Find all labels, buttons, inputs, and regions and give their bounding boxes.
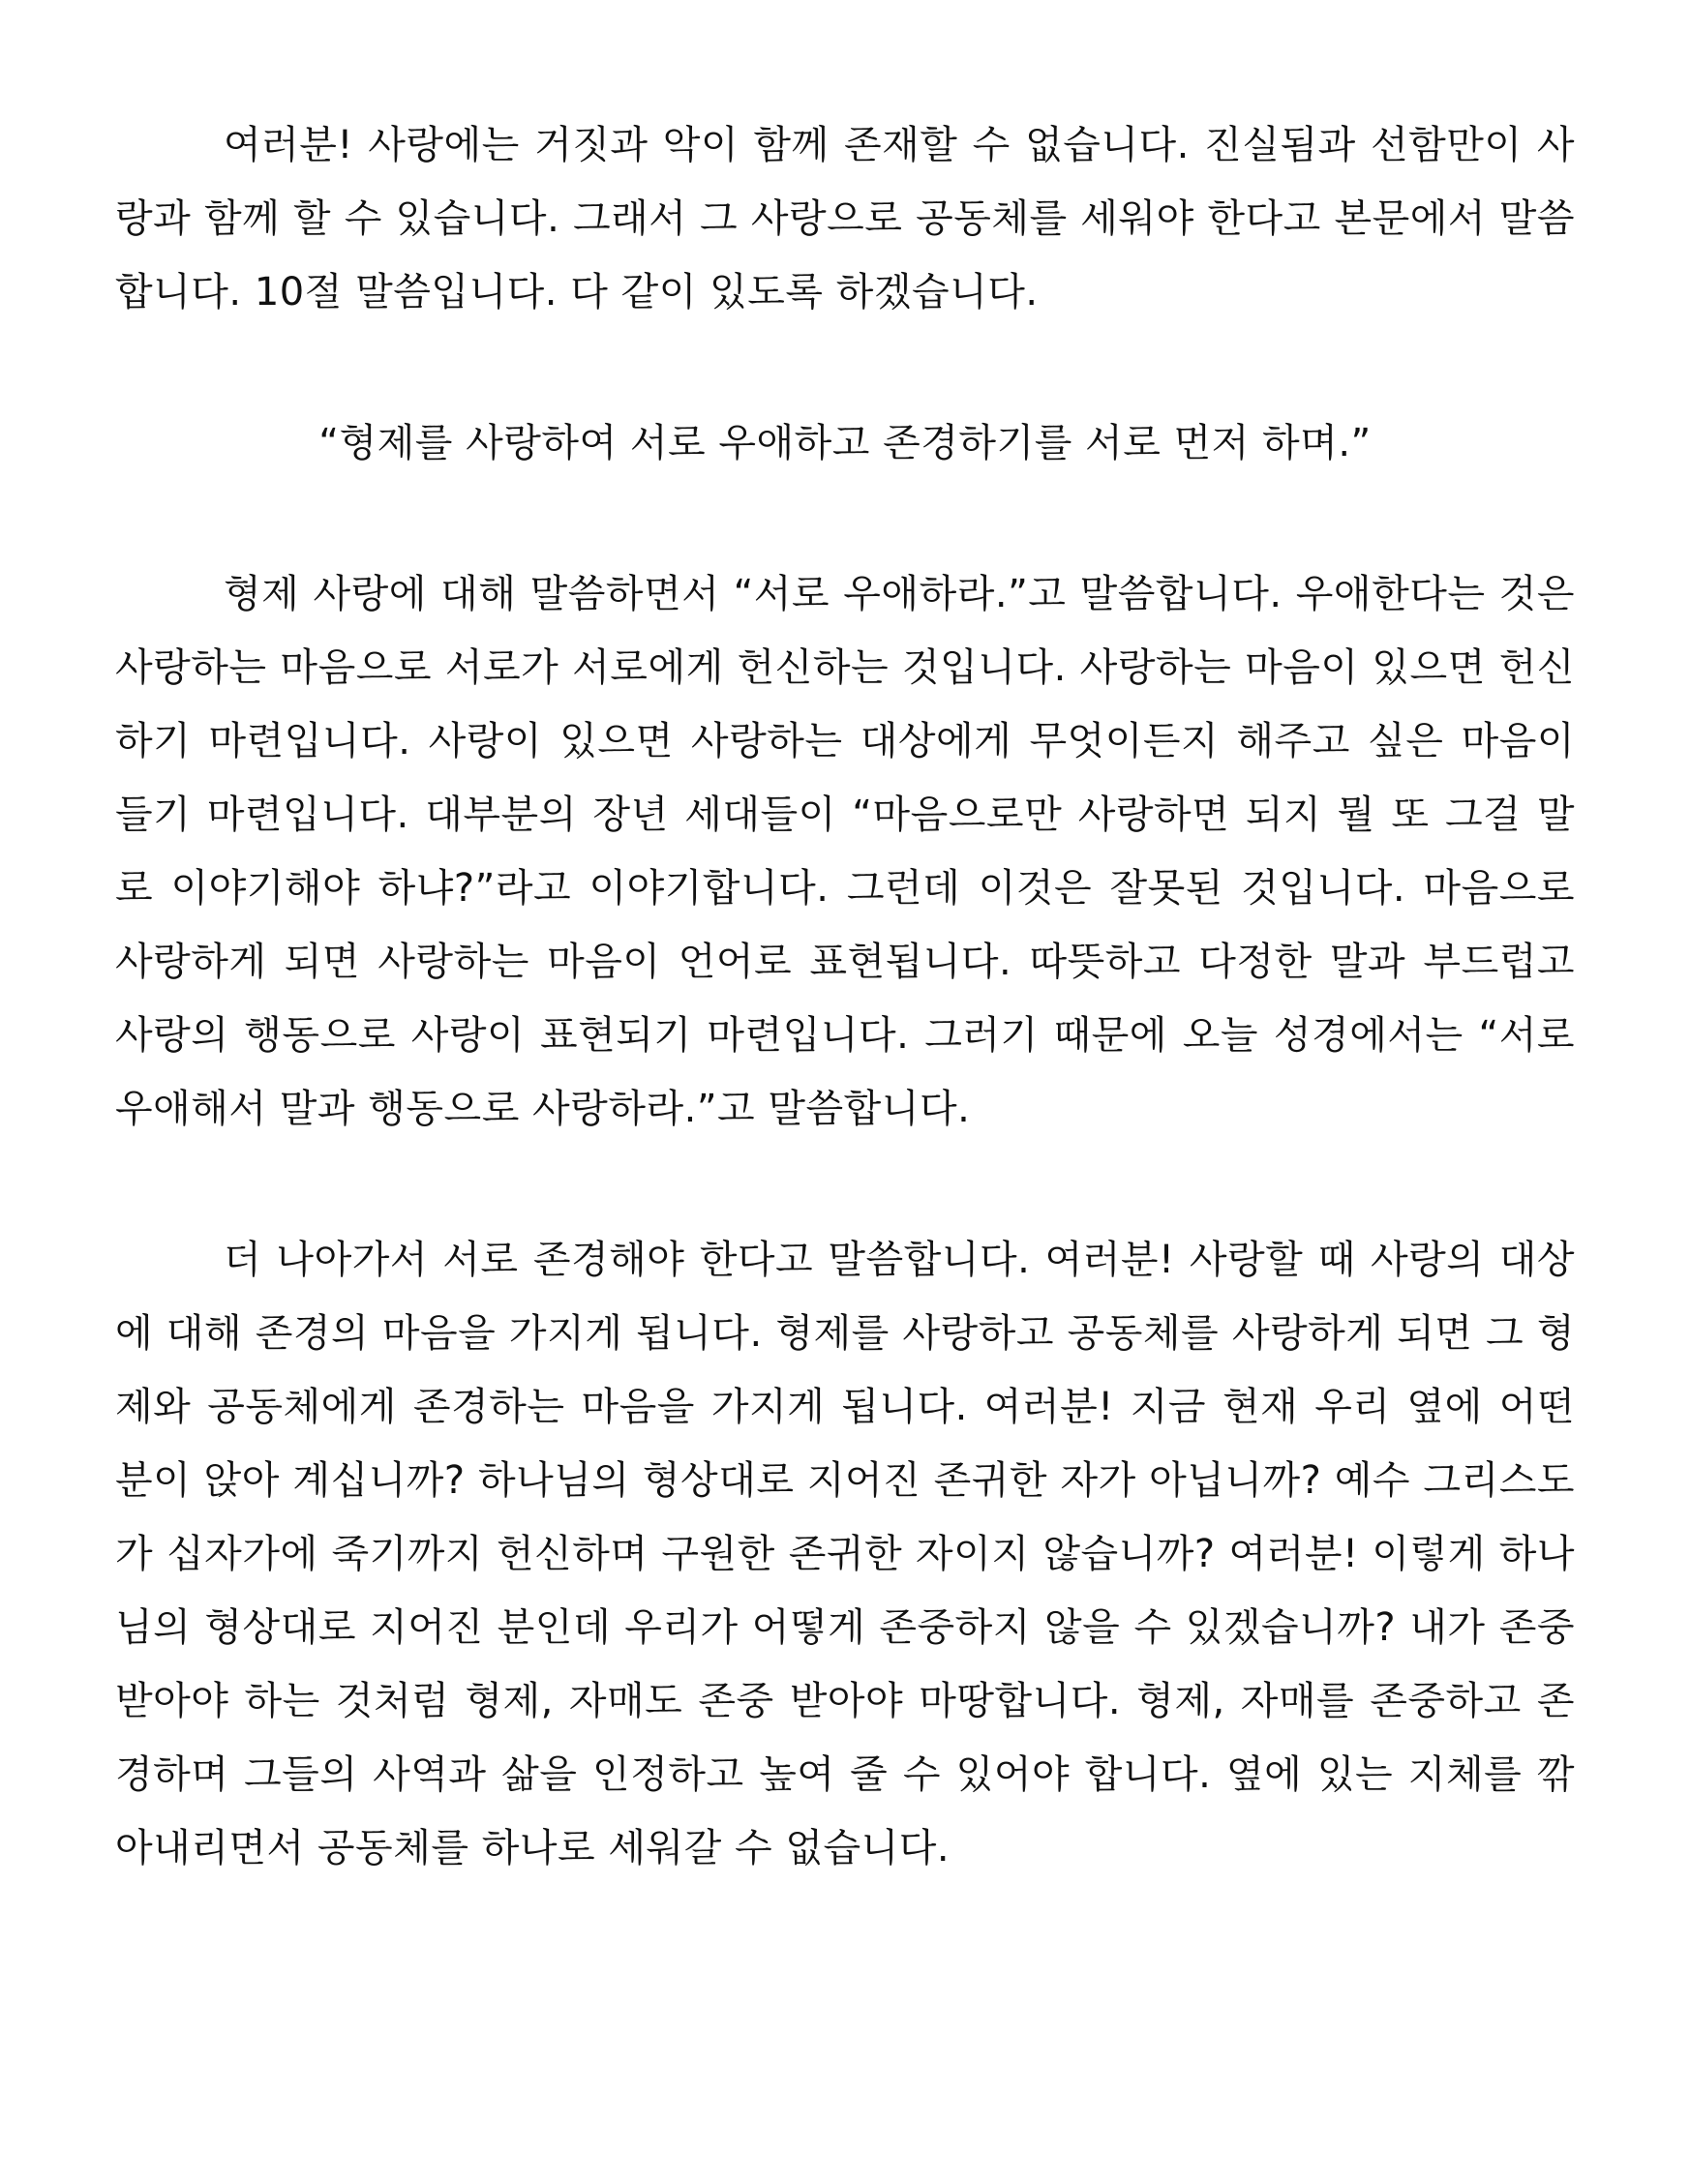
paragraph-respect: 더 나아가서 서로 존경해야 한다고 말씀합니다. 여러분! 사랑할 때 사랑의 대상에 대해 존경의 마음을 가지게 됩니다. 형제를 사랑하고 공동체를 사랑하게 되면 그 형제와 공동체에게 존경하는 마음을 가지게 됩니다. 여러분! 지금 현재 우리 옆에 어떤 분이 앉아 계십니까? 하나님의 형상대로 지어진 존귀한 자가 아닙니까? 예수 그리스도가 십자가에 죽기까지 헌신하며 구원한 존귀한 자이지 않습니까? 여러분! 이렇게 하나님의 형상대로 지어진 분인데 우리가 어떻게 존중하지 않을 수 있겠습니까? 내가 존중 받아야 하는 것처럼 형제, 자매도 존중 받아야 마땅합니다. 형제, 자매를 존중하고 존경하며 그들의 사역과 삶을 인정하고 높여 줄 수 있어야 합니다. 옆에 있는 지체를 깎아내리면서 공동체를 하나로 세워갈 수 없습니다. (115, 1238, 1575, 1870)
paragraph-intro: 여러분! 사랑에는 거짓과 악이 함께 존재할 수 없습니다. 진실됨과 선함만이 사랑과 함께 할 수 있습니다. 그래서 그 사랑으로 공동체를 세워야 한다고 본문에서 말씀합니다. 10절 말씀입니다. 다 같이 있도록 하겠습니다. (115, 123, 1575, 314)
scripture-quote: “형제를 사랑하여 서로 우애하고 존경하기를 서로 먼저 하며.” (318, 421, 1372, 465)
paragraph-brotherly-love: 형제 사랑에 대해 말씀하면서 “서로 우애하라.”고 말씀합니다. 우애한다는 것은 사랑하는 마음으로 서로가 서로에게 헌신하는 것입니다. 사랑하는 마음이 있으면 헌신하기 마련입니다. 사랑이 있으면 사랑하는 대상에게 무엇이든지 해주고 싶은 마음이 들기 마련입니다. 대부분의 장년 세대들이 “마음으로만 사랑하면 되지 뭘 또 그걸 말로 이야기해야 하냐?”라고 이야기합니다. 그런데 이것은 잘못된 것입니다. 마음으로 사랑하게 되면 사랑하는 마음이 언어로 표현됩니다. 따뜻하고 다정한 말과 부드럽고 사랑의 행동으로 사랑이 표현되기 마련입니다. 그러기 때문에 오늘 성경에서는 “서로 우애해서 말과 행동으로 사랑하라.”고 말씀합니다. (115, 572, 1575, 1131)
document-page (115, 108, 1575, 1885)
